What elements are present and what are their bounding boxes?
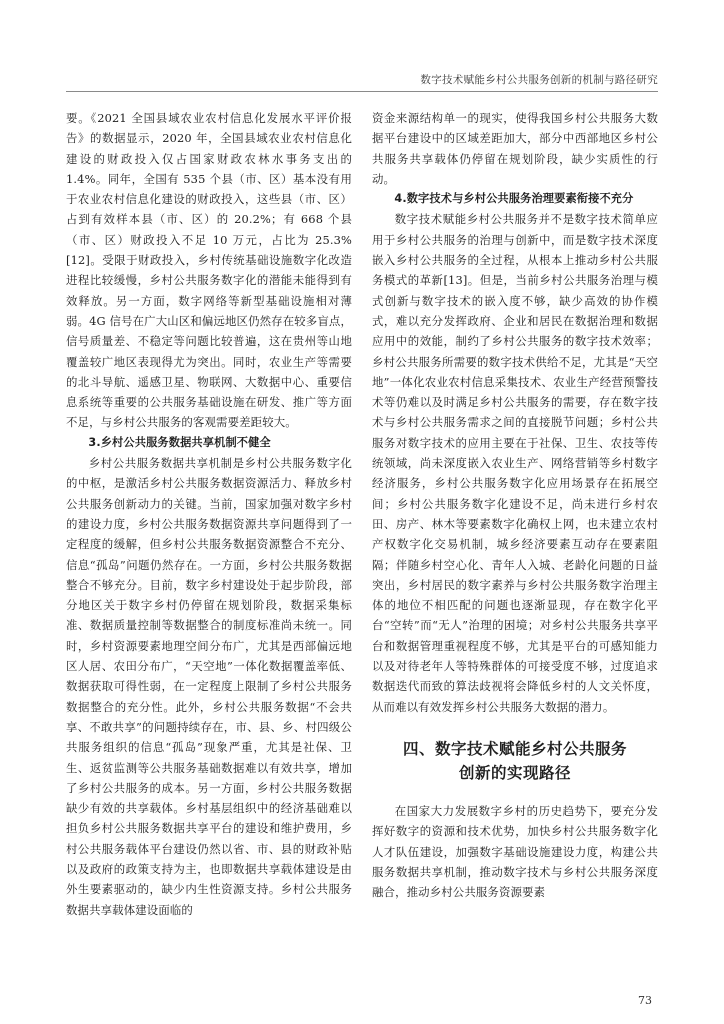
- left-paragraph-1: 要。《2021 全国县域农业农村信息化发展水平评价报告》的数据显示，2020 年，全国县域农业农村信息化建设的财政投入仅占国家财政农林水事务支出的 1.4%。同年，全国有 535 个县（市、区）基本没有用于农业农村信息化建设的财政投入，这些县（市、区）占到有效样本县（市、区）的 20.2%；有 668 个县（市、区）财政投入不足 10 万元，占比为 25.3%[12]。受限于财政投入，乡村传统基础设施数字化改造进程比较缓慢，乡村公共服务数字化的潜能未能得到有效释放。另一方面，数字网络等新型基础设施相对薄弱。4G 信号在广大山区和偏远地区仍然存在较多盲点，信号质量差、不稳定等问题比较普遍，这在贵州等山地覆盖较广地区表现得尤为突出。同时，农业生产等需要的北斗导航、遥感卫星、物联网、大数据中心、重要信息系统等重要的公共服务基础设施在研发、推广等方面不足，与乡村公共服务的客观需要差距较大。: [66, 111, 352, 430]
- header-divider: [66, 91, 658, 92]
- section-title-line-1: 四、数字技术赋能乡村公共服务: [402, 739, 627, 758]
- right-paragraph-2: 数字技术赋能乡村公共服务并不是数字技术简单应用于乡村公共服务的治理与创新中，而是数字技术深度嵌入乡村公共服务的全过程，从根本上推动乡村公共服务模式的革新[13]。但是，当前乡村公共服务治理与模式创新与数字技术的嵌入度不够，缺少高效的协作模式，难以充分发挥政府、企业和居民在数据治理和数据应用中的效能，制约了乡村公共服务的数字技术效率；乡村公共服务所需要的数字技术供给不足，尤其是“天空地”一体化农业农村信息采集技术、农业生产经营预警技术等仍难以及时满足乡村公共服务的需要，存在数字技术与乡村公共服务需求之间的直接脱节问题；乡村公共服务对数字技术的应用主要在于社保、卫生、农技等传统领域，尚未深度嵌入农业生产、网络营销等乡村数字经济服务，乡村公共服务数字化应用场景存在拓展空间；乡村公共服务数字化建设不足，尚未进行乡村农田、房产、林木等要素数字化确权上网，也未建立农村产权数字化交易机制，城乡经济要素互动存在要素阻隔；伴随乡村空心化、青年人入城、老龄化问题的日益突出，乡村居民的数字素养与乡村公共服务数字治理主体的地位不相匹配的问题也逐渐显现，存在数字化平台“空转”而“无人”治理的困境；对乡村公共服务共享平台和数据管理重视程度不够，尤其是平台的可感知能力以及对待老年人等特殊群体的可接受度不够，过度追求数据迭代而致的算法歧视将会降低乡村的人文关怀度，从而难以有效发挥乡村公共服务大数据的潜力。: [372, 212, 658, 714]
- page-number: 73: [638, 994, 652, 1007]
- right-column: [372, 108, 658, 902]
- subheading-3: 3.乡村公共服务数据共享机制不健全: [88, 435, 271, 449]
- left-column: [66, 108, 352, 920]
- right-paragraph-3: 在国家大力发展数字乡村的历史趋势下，要充分发挥好数字的资源和技术优势，加快乡村公共服务数字化人才队伍建设，加强数字基础设施建设力度，构建公共服务数据共享机制，推动数字技术与乡村公共服务深度融合，推动乡村公共服务资源要素: [372, 803, 658, 900]
- section-title: [372, 737, 658, 785]
- subheading-4: 4.数字技术与乡村公共服务治理要素衔接不充分: [394, 192, 634, 206]
- running-header: 数字技术赋能乡村公共服务创新的机制与路径研究: [420, 74, 658, 86]
- section-title-line-2: 创新的实现路径: [458, 763, 571, 782]
- left-paragraph-2: 乡村公共服务数据共享机制是乡村公共服务数字化的中枢，是激活乡村公共服务数据资源活力、释放乡村公共服务创新动力的关键。当前，国家加强对数字乡村的建设力度，乡村公共服务数据资源共享问题得到了一定程度的缓解，但乡村公共服务数据资源整合不充分、信息“孤岛”问题仍然存在。一方面，乡村公共服务数据整合不够充分。目前，数字乡村建设处于起步阶段，部分地区关于数字乡村仍停留在规划阶段，数据采集标准、数据质量控制等数据整合的制度标准尚未统一。同时，乡村资源要素地理空间分布广，尤其是西部偏远地区人居、农田分布广，“天空地”一体化数据覆盖率低、数据获取可得性弱，在一定程度上限制了乡村公共服务数据整合的充分性。此外，乡村公共服务数据“不会共享、不敢共享”的问题持续存在，市、县、乡、村四级公共服务组织的信息“孤岛”现象严重，尤其是社保、卫生、返贫监测等公共服务基础数据难以有效共享，增加了乡村公共服务的成本。另一方面，乡村公共服务数据缺少有效的共享载体。乡村基层组织中的经济基础难以担负乡村公共服务数据共享平台的建设和维护费用，乡村公共服务载体平台建设仍然以省、市、县的财政补贴以及政府的政策支持为主，也即数据共享载体建设是由外生要素驱动的，缺少内生性资源支持。乡村公共服务数据共享载体建设面临的: [66, 456, 352, 917]
- right-paragraph-1: 资金来源结构单一的现实，使得我国乡村公共服务大数据平台建设中的区域差距加大，部分中西部地区乡村公共服务共享载体仍停留在规划阶段，缺少实质性的行动。: [372, 111, 658, 186]
